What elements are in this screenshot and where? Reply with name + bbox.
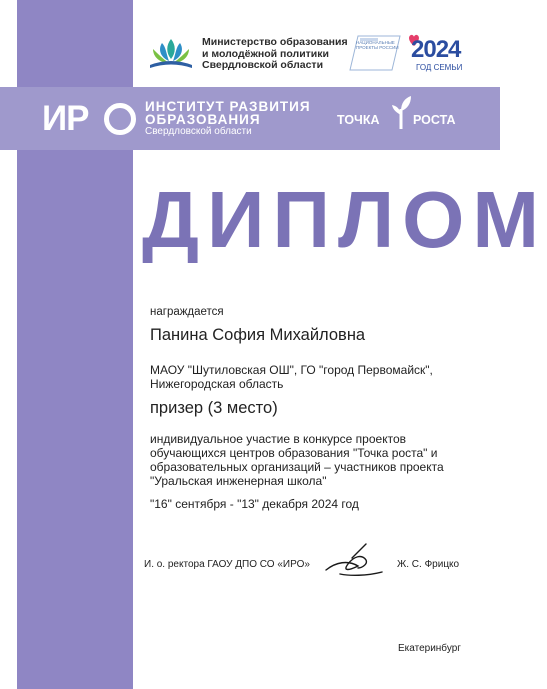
- ministry-line-3: Свердловской области: [202, 59, 324, 71]
- description-line4: "Уральская инженерная школа": [150, 474, 327, 488]
- awarded-label: награждается: [150, 306, 224, 318]
- year-number: 2024: [411, 36, 461, 63]
- ministry-logo-icon: [144, 35, 198, 71]
- organization-line1: МАОУ "Шутиловская ОШ", ГО "город Первомайск",: [150, 363, 433, 377]
- city-name: Екатеринбург: [398, 643, 461, 654]
- contest-dates: "16" сентября - "13" декабря 2024 год: [150, 497, 359, 511]
- organization-line2: Нижегородская область: [150, 377, 284, 391]
- signatory-name: Ж. С. Фрицко: [397, 559, 460, 570]
- description-line3: образовательных организаций – участников проекта: [150, 460, 444, 474]
- ministry-line-2: и молодёжной политики: [202, 47, 329, 60]
- description-line2: обучающихся центров образования "Точка роста" и: [150, 446, 438, 460]
- recipient-name: Панина София Михайловна: [150, 326, 366, 344]
- ministry-line-1: Министерство образования: [202, 36, 348, 48]
- diploma-title: ДИПЛОМ: [142, 175, 547, 264]
- award-place: призер (3 место): [150, 399, 278, 417]
- ministry-name: [202, 37, 348, 72]
- sprout-icon: [389, 95, 413, 131]
- description-line1: индивидуальное участие в конкурсе проектов: [150, 432, 406, 446]
- handwritten-signature: [322, 540, 386, 580]
- tochka-rosta-word2: РОСТА: [413, 113, 456, 127]
- institute-region: Свердловской области: [145, 126, 252, 137]
- signatory-role: И. о. ректора ГАОУ ДПО СО «ИРО»: [144, 559, 310, 570]
- tochka-rosta-word1: ТОЧКА: [337, 113, 380, 127]
- institute-title-line2: ОБРАЗОВАНИЯ: [145, 112, 261, 127]
- year-subtitle: ГОД СЕМЬИ: [416, 63, 463, 72]
- iro-logo-circle-icon: [104, 103, 136, 135]
- institute-title-line1: ИНСТИТУТ РАЗВИТИЯ: [145, 99, 311, 114]
- iro-logo: ИР: [42, 99, 89, 138]
- national-projects-text: НАЦИОНАЛЬНЫЕ ПРОЕКТЫ РОССИИ: [356, 40, 399, 50]
